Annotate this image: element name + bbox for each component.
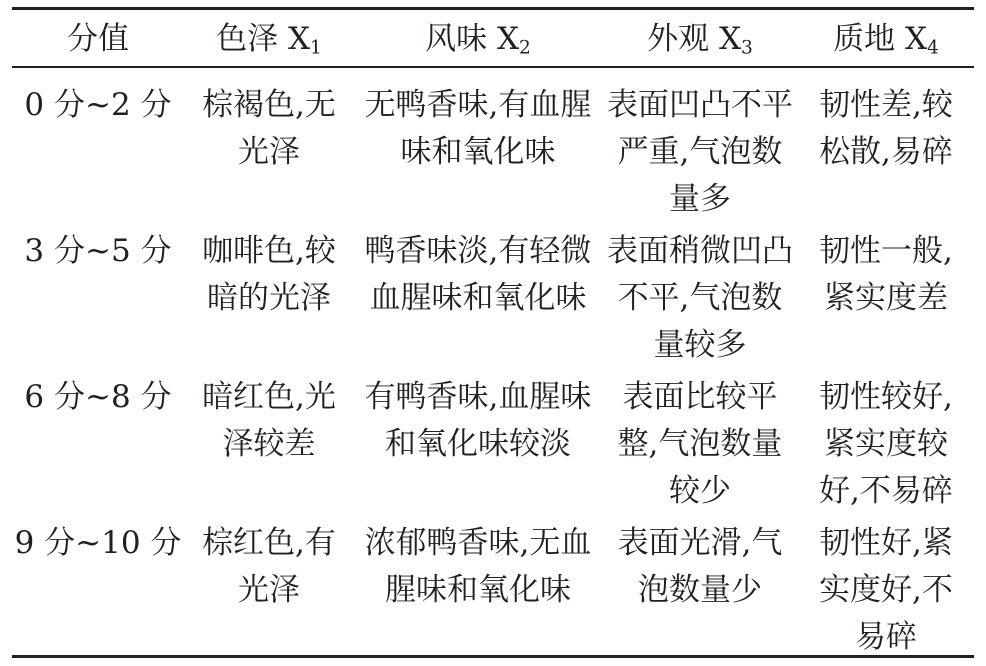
header-score: 分值 [67,21,129,57]
table-row [12,374,974,520]
table-row [12,520,974,666]
flavor-cell: 鸭香味淡,有轻微血腥味和氧化味 [364,233,592,316]
texture-cell: 韧性一般,紧实度差 [819,233,953,316]
texture-cell: 韧性差,较松散,易碎 [819,87,953,170]
flavor-cell: 有鸭香味,血腥味和氧化味较淡 [364,379,592,462]
flavor-cell: 无鸭香味,有血腥味和氧化味 [364,87,592,170]
score-cell: 9 分~10 分 [14,525,182,561]
texture-cell: 韧性较好,紧实度较好,不易碎 [819,379,953,509]
appearance-cell: 表面稍微凹凸不平,气泡数量较多 [607,233,793,363]
header-row [12,10,974,68]
appearance-cell: 表面光滑,气泡数量少 [617,525,783,608]
header-texture-x4: 质地 $X_4$ [833,21,939,59]
color-cell: 暗红色,光泽较差 [202,379,336,462]
score-cell: 0 分~2 分 [24,87,172,123]
texture-cell: 韧性好,紧实度好,不易碎 [819,525,953,655]
color-cell: 棕红色,有光泽 [202,525,336,608]
color-cell: 咖啡色,较暗的光泽 [202,233,336,316]
appearance-cell: 表面比较平整,气泡数量较少 [617,379,783,509]
scoring-criteria-table [12,10,974,666]
color-cell: 棕褐色,无光泽 [202,87,336,170]
header-color-x1: 色泽 $X_1$ [216,21,322,59]
score-cell: 3 分~5 分 [24,233,172,269]
table-row [12,68,974,228]
table-row [12,228,974,374]
appearance-cell: 表面凹凸不平严重,气泡数量多 [607,87,793,217]
header-flavor-x2: 风味 $X_2$ [425,21,531,59]
header-appearance-x3: 外观 $X_3$ [647,21,753,59]
score-cell: 6 分~8 分 [24,379,172,415]
flavor-cell: 浓郁鸭香味,无血腥味和氧化味 [364,525,592,608]
